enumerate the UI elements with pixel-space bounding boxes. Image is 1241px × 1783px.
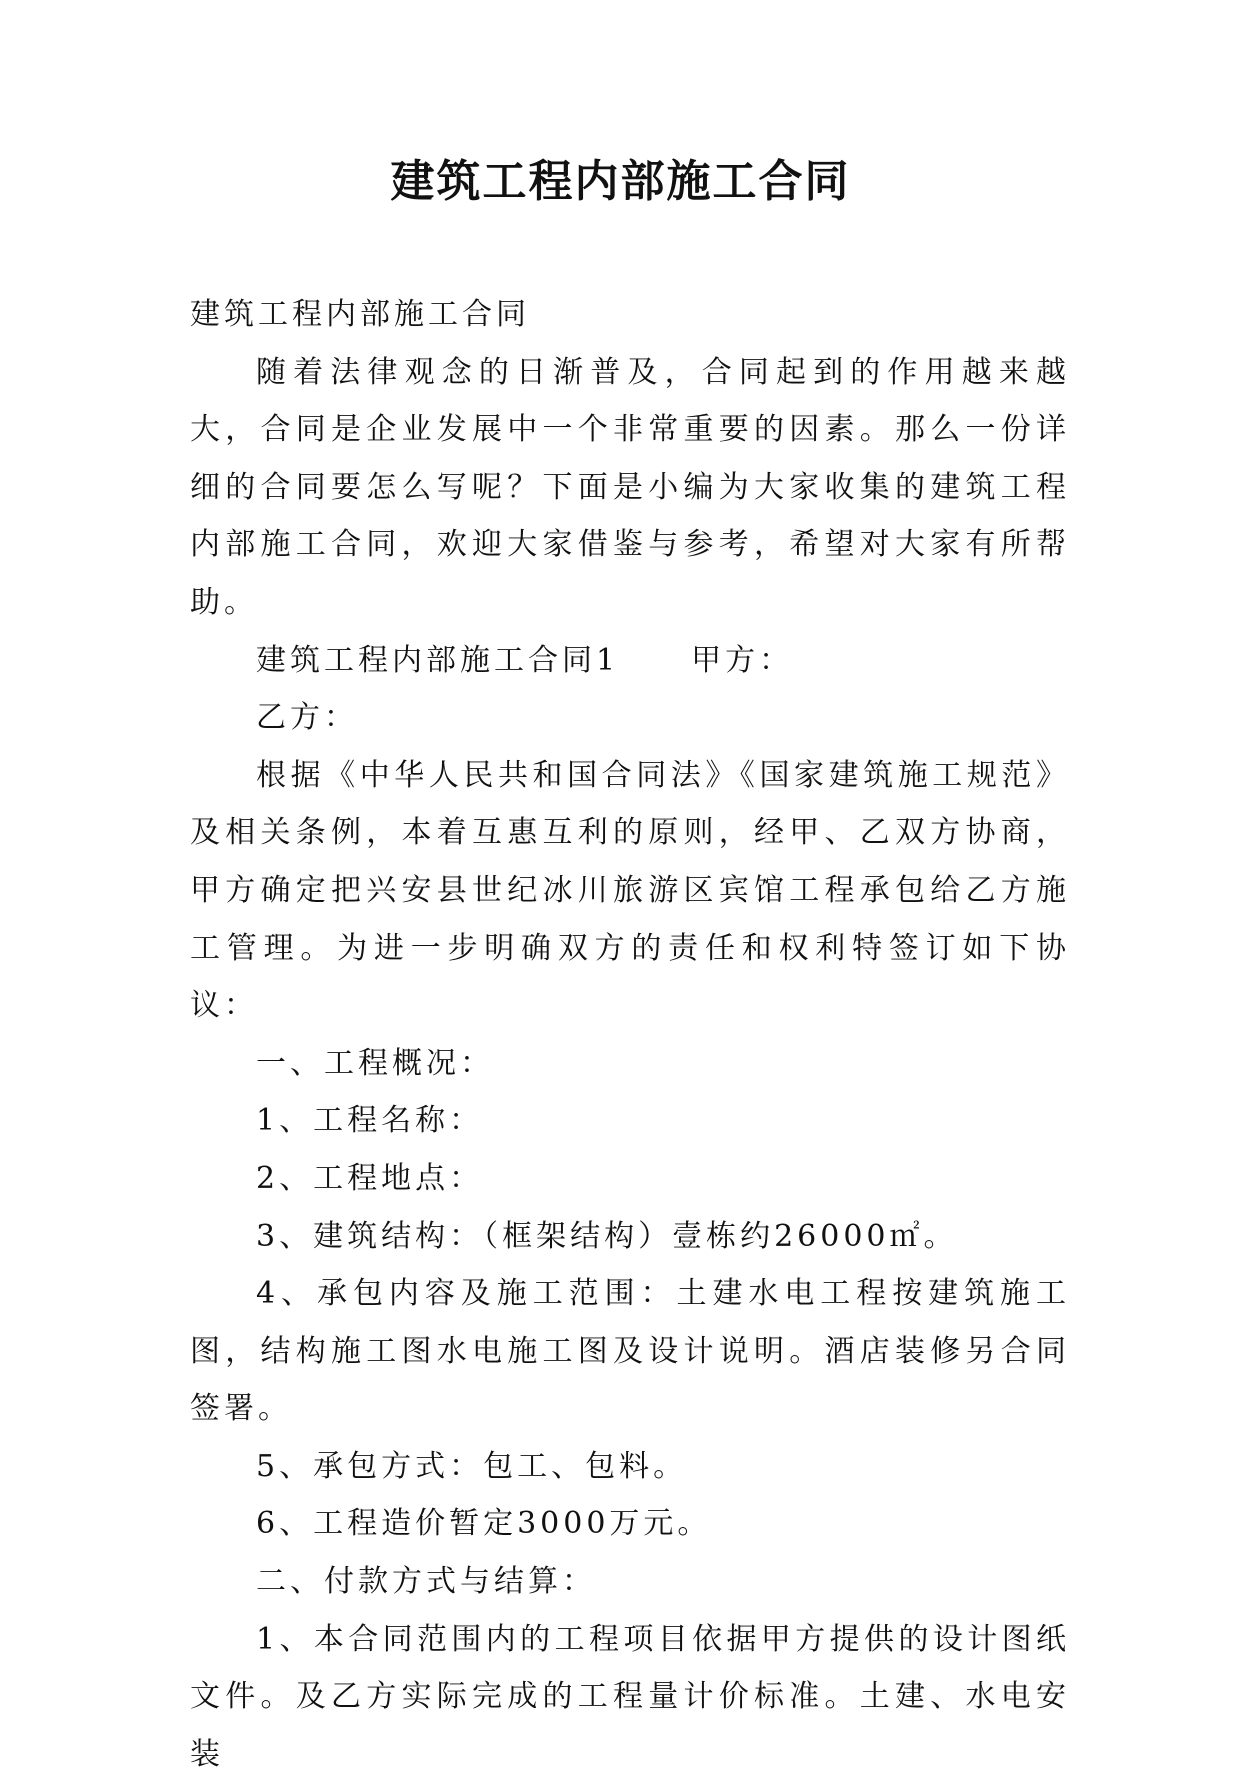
section1-heading: 一、工程概况： <box>256 1045 494 1081</box>
section1-item: 1、工程名称： <box>256 1103 484 1139</box>
section1-item: 5、承包方式：包工、包料。 <box>256 1448 688 1484</box>
document-subtitle: 建筑工程内部施工合同 <box>190 297 530 332</box>
contract-heading-line <box>190 632 1070 690</box>
preamble-paragraph: 根据《中华人民共和国合同法》《国家建筑施工规范》及相关条例，本着互惠互利的原则，经甲、乙双方协商，甲方确定把兴安县世纪冰川旅游区宾馆工程承包给乙方施工管理。为进一步明确双方的责任和权利特签订如下协议： <box>190 757 1070 1024</box>
party-b-label: 乙方： <box>256 700 358 736</box>
section2-item: 1、本合同范围内的工程项目依据甲方提供的设计图纸文件。及乙方实际完成的工程量计价标准。土建、水电安装 <box>190 1621 1070 1772</box>
document-title: 建筑工程内部施工合同 <box>390 156 851 207</box>
section1-item: 4、承包内容及施工范围：土建水电工程按建筑施工图，结构施工图水电施工图及设计说明。酒店装修另合同签署。 <box>190 1276 1070 1427</box>
section1-item: 6、工程造价暂定3000万元。 <box>256 1506 712 1542</box>
intro-paragraph: 随着法律观念的日渐普及，合同起到的作用越来越大，合同是企业发展中一个非常重要的因素。那么一份详细的合同要怎么写呢？下面是小编为大家收集的建筑工程内部施工合同，欢迎大家借鉴与参考，希望对大家有所帮助。 <box>190 354 1070 620</box>
section2-heading: 二、付款方式与结算： <box>256 1564 596 1600</box>
section1-item: 2、工程地点： <box>256 1160 484 1196</box>
document-body <box>190 286 1070 1783</box>
party-a-label: 甲方： <box>691 642 794 678</box>
section1-item: 3、建筑结构：（框架结构）壹栋约26000㎡。 <box>256 1218 958 1254</box>
contract-heading: 建筑工程内部施工合同1 <box>256 642 620 678</box>
